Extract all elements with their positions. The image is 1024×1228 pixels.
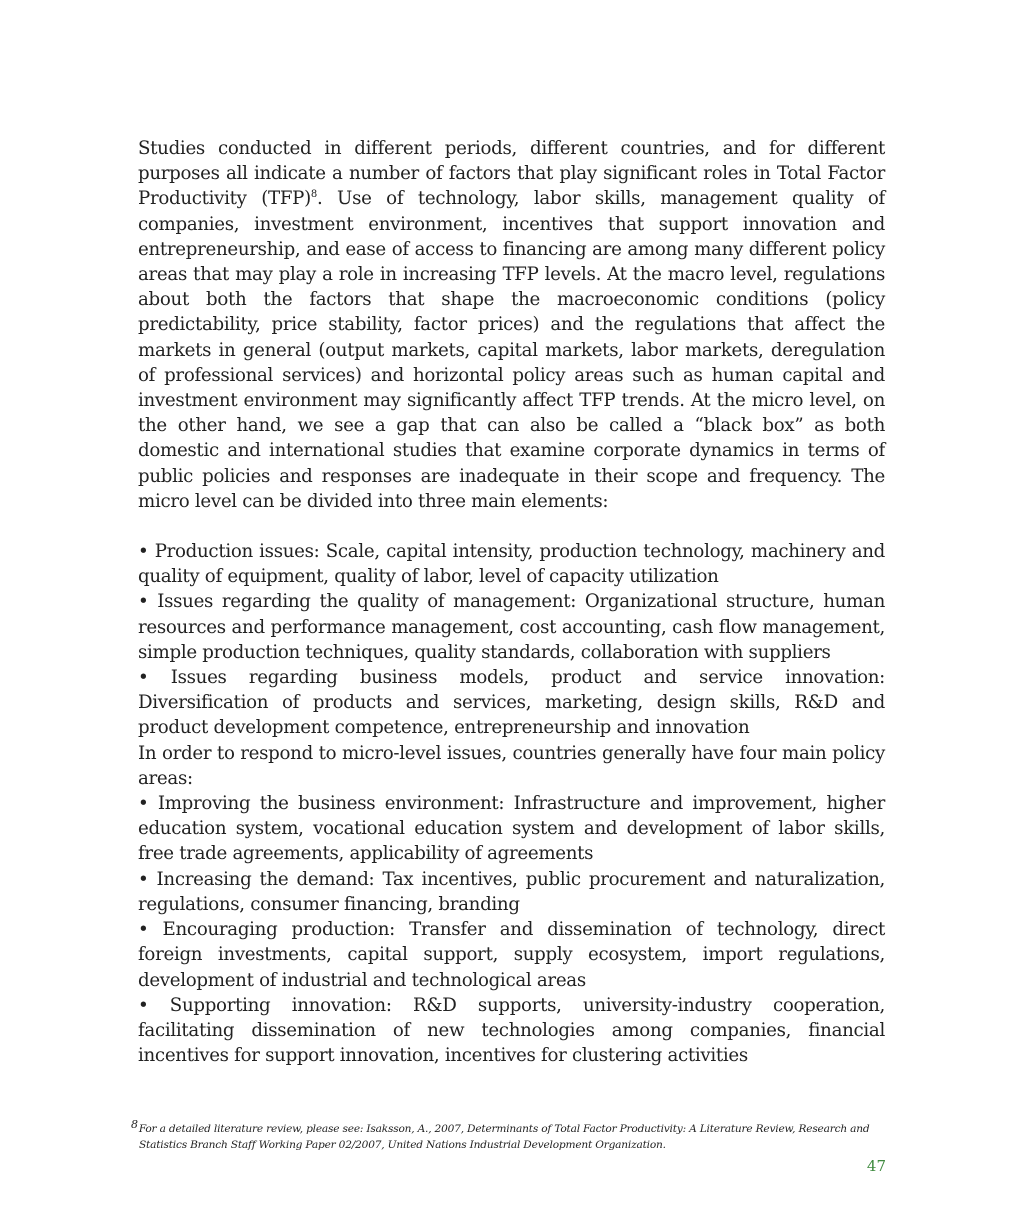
micro-element-management: • Issues regarding the quality of management: Organizational structure, human resources and performance management, cost accounting, cash flow management, simple production techniques, quality standards, collaboration with suppliers xyxy=(138,591,885,663)
intro-text-part2: . Use of technology, labor skills, management quality of companies, investment environment, incentives that support innovation and entrepreneurship, and ease of access to financing are among many different policy areas that may play a role in increasing TFP levels. At the macro level, regulations about both the factors that shape the macroeconomic conditions (policy predictability, price stability, factor prices) and the regulations that affect the markets in general (output markets, capital markets, labor markets, deregulation of professional services) and horizontal policy areas such as human capital and investment environment may significantly affect TFP trends. At the micro level, on the other hand, we see a gap that can also be called a “black box” as both domestic and international studies that examine corporate dynamics in terms of public policies and responses are inadequate in their scope and frequency. The micro level can be divided into three main elements: xyxy=(138,188,885,512)
intro-text-part1: Studies conducted in different periods, different countries, and for different purposes all indicate a number of factors that play significant roles in Total Factor Productivity (TFP) xyxy=(138,138,885,210)
page-body xyxy=(138,136,885,1068)
footnote-line-1: For a detailed literature review, please see: Isaksson, A., 2007, Determinants of Total Factor Productivity: A Literature Review, Research and xyxy=(138,1123,870,1135)
policy-area-production: • Encouraging production: Transfer and dissemination of technology, direct foreign investments, capital support, supply ecosystem, import regulations, development of industrial and technological areas xyxy=(138,919,885,991)
footnote-reference: 8 xyxy=(310,189,317,201)
policy-area-business-environment: • Improving the business environment: Infrastructure and improvement, higher education system, vocational education system and development of labor skills, free trade agreements, applicability of agreements xyxy=(138,793,885,865)
policy-intro-paragraph: In order to respond to micro-level issues, countries generally have four main policy areas: xyxy=(138,742,885,789)
footnote xyxy=(131,1117,891,1153)
page-number: 47 xyxy=(866,1157,886,1175)
intro-paragraph xyxy=(138,136,885,514)
micro-element-business-models: • Issues regarding business models, product and service innovation: Diversification of products and services, marketing, design skills, R&D and product development competence, entrepreneurship and innovation xyxy=(138,667,885,739)
footnote-line-2: Statistics Branch Staff Working Paper 02/2007, United Nations Industrial Development Organization. xyxy=(139,1139,666,1151)
policy-area-innovation: • Supporting innovation: R&D supports, university-industry cooperation, facilitating dissemination of new technologies among companies, financial incentives for support innovation, incentives for clustering activities xyxy=(138,994,885,1067)
micro-element-production: • Production issues: Scale, capital intensity, production technology, machinery and quality of equipment, quality of labor, level of capacity utilization xyxy=(138,541,885,588)
footnote-mark: 8 xyxy=(131,1118,138,1131)
policy-area-demand: • Increasing the demand: Tax incentives, public procurement and naturalization, regulations, consumer financing, branding xyxy=(138,868,885,915)
